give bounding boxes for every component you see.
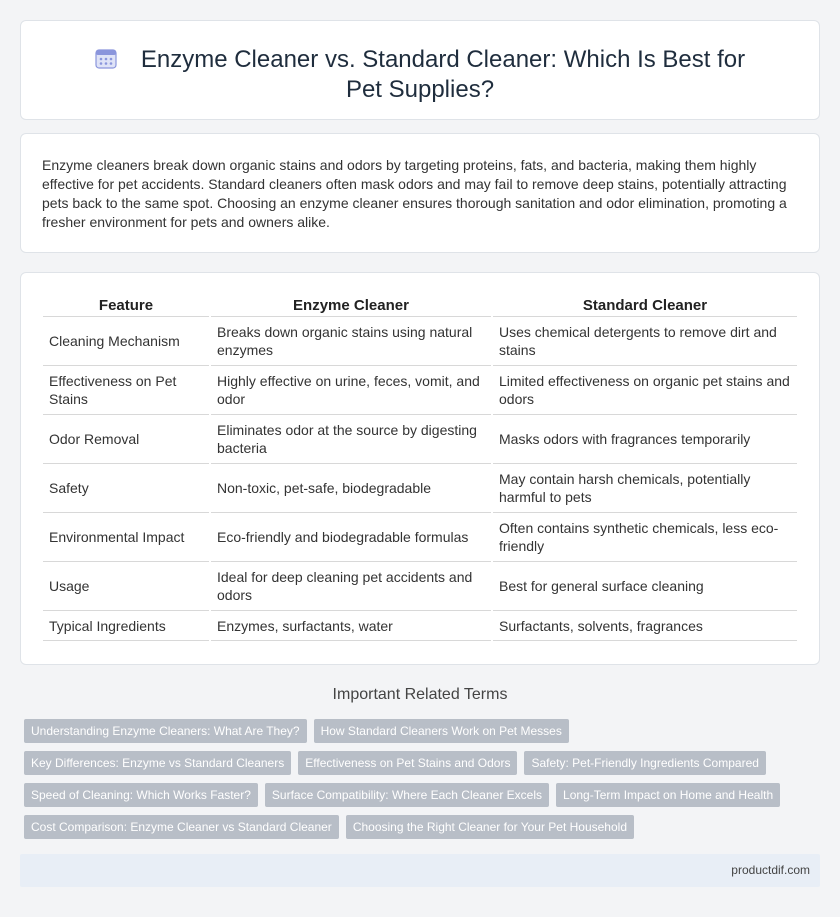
tag-row <box>24 719 804 751</box>
table-row <box>43 415 797 464</box>
table-row <box>43 464 797 513</box>
table-cell: Odor Removal <box>43 415 209 464</box>
related-terms-list <box>24 719 804 847</box>
table-cell: Environmental Impact <box>43 513 209 562</box>
table-cell: Cleaning Mechanism <box>43 317 209 366</box>
table-cell: Non-toxic, pet-safe, biodegradable <box>211 464 491 513</box>
comparison-card <box>20 272 820 665</box>
table-cell: Usage <box>43 562 209 611</box>
table-cell: Safety <box>43 464 209 513</box>
table-row <box>43 611 797 641</box>
tag-row <box>24 815 804 847</box>
footer <box>20 854 820 887</box>
table-cell: Highly effective on urine, feces, vomit, and odor <box>211 366 491 415</box>
intro-card <box>20 133 820 253</box>
comparison-table <box>41 295 799 641</box>
table-row <box>43 562 797 611</box>
related-term-link[interactable]: Choosing the Right Cleaner for Your Pet Household <box>346 815 634 839</box>
table-row <box>43 317 797 366</box>
table-cell: Often contains synthetic chemicals, less eco-friendly <box>493 513 797 562</box>
related-term-link[interactable]: How Standard Cleaners Work on Pet Messes <box>314 719 569 743</box>
related-term-link[interactable]: Surface Compatibility: Where Each Cleaner Excels <box>265 783 549 807</box>
table-cell: Surfactants, solvents, fragrances <box>493 611 797 641</box>
page-title: Enzyme Cleaner vs. Standard Cleaner: Which Is Best for Pet Supplies? <box>140 46 746 103</box>
table-row <box>43 366 797 415</box>
table-cell: Best for general surface cleaning <box>493 562 797 611</box>
table-cell: Limited effectiveness on organic pet stains and odors <box>493 366 797 415</box>
calendar-icon <box>95 47 117 69</box>
related-term-link[interactable]: Long-Term Impact on Home and Health <box>556 783 780 807</box>
table-cell: Masks odors with fragrances temporarily <box>493 415 797 464</box>
table-cell: Uses chemical detergents to remove dirt and stains <box>493 317 797 366</box>
tag-row <box>24 751 804 783</box>
related-term-link[interactable]: Effectiveness on Pet Stains and Odors <box>298 751 517 775</box>
intro-paragraph: Enzyme cleaners break down organic stains and odors by targeting proteins, fats, and bacteria, making them highly effective for pet accidents. Standard cleaners often mask odors and may fail to remove deep stains, potentially attracting pets back to the same spot. Choosing an enzyme cleaner ensures thorough sanitation and odor elimination, promoting a fresher environment for pets and owners alike. <box>42 157 787 230</box>
table-cell: Typical Ingredients <box>43 611 209 641</box>
related-terms-heading: Important Related Terms <box>332 686 508 703</box>
related-term-link[interactable]: Understanding Enzyme Cleaners: What Are They? <box>24 719 307 743</box>
tag-row <box>24 783 804 815</box>
related-term-link[interactable]: Speed of Cleaning: Which Works Faster? <box>24 783 258 807</box>
table-row <box>43 513 797 562</box>
column-header: Feature <box>43 295 209 317</box>
page-title-wrap <box>21 45 819 105</box>
table-cell: Enzymes, surfactants, water <box>211 611 491 641</box>
table-cell: Ideal for deep cleaning pet accidents and odors <box>211 562 491 611</box>
table-cell: Eliminates odor at the source by digesting bacteria <box>211 415 491 464</box>
table-cell: Breaks down organic stains using natural enzymes <box>211 317 491 366</box>
related-term-link[interactable]: Safety: Pet-Friendly Ingredients Compared <box>524 751 765 775</box>
title-card <box>20 20 820 120</box>
footer-site-link[interactable]: productdif.com <box>731 863 810 877</box>
table-cell: Eco-friendly and biodegradable formulas <box>211 513 491 562</box>
column-header: Standard Cleaner <box>493 295 797 317</box>
table-header-row <box>43 295 797 317</box>
column-header: Enzyme Cleaner <box>211 295 491 317</box>
related-term-link[interactable]: Cost Comparison: Enzyme Cleaner vs Standard Cleaner <box>24 815 339 839</box>
table-cell: Effectiveness on Pet Stains <box>43 366 209 415</box>
related-term-link[interactable]: Key Differences: Enzyme vs Standard Cleaners <box>24 751 291 775</box>
table-cell: May contain harsh chemicals, potentially harmful to pets <box>493 464 797 513</box>
